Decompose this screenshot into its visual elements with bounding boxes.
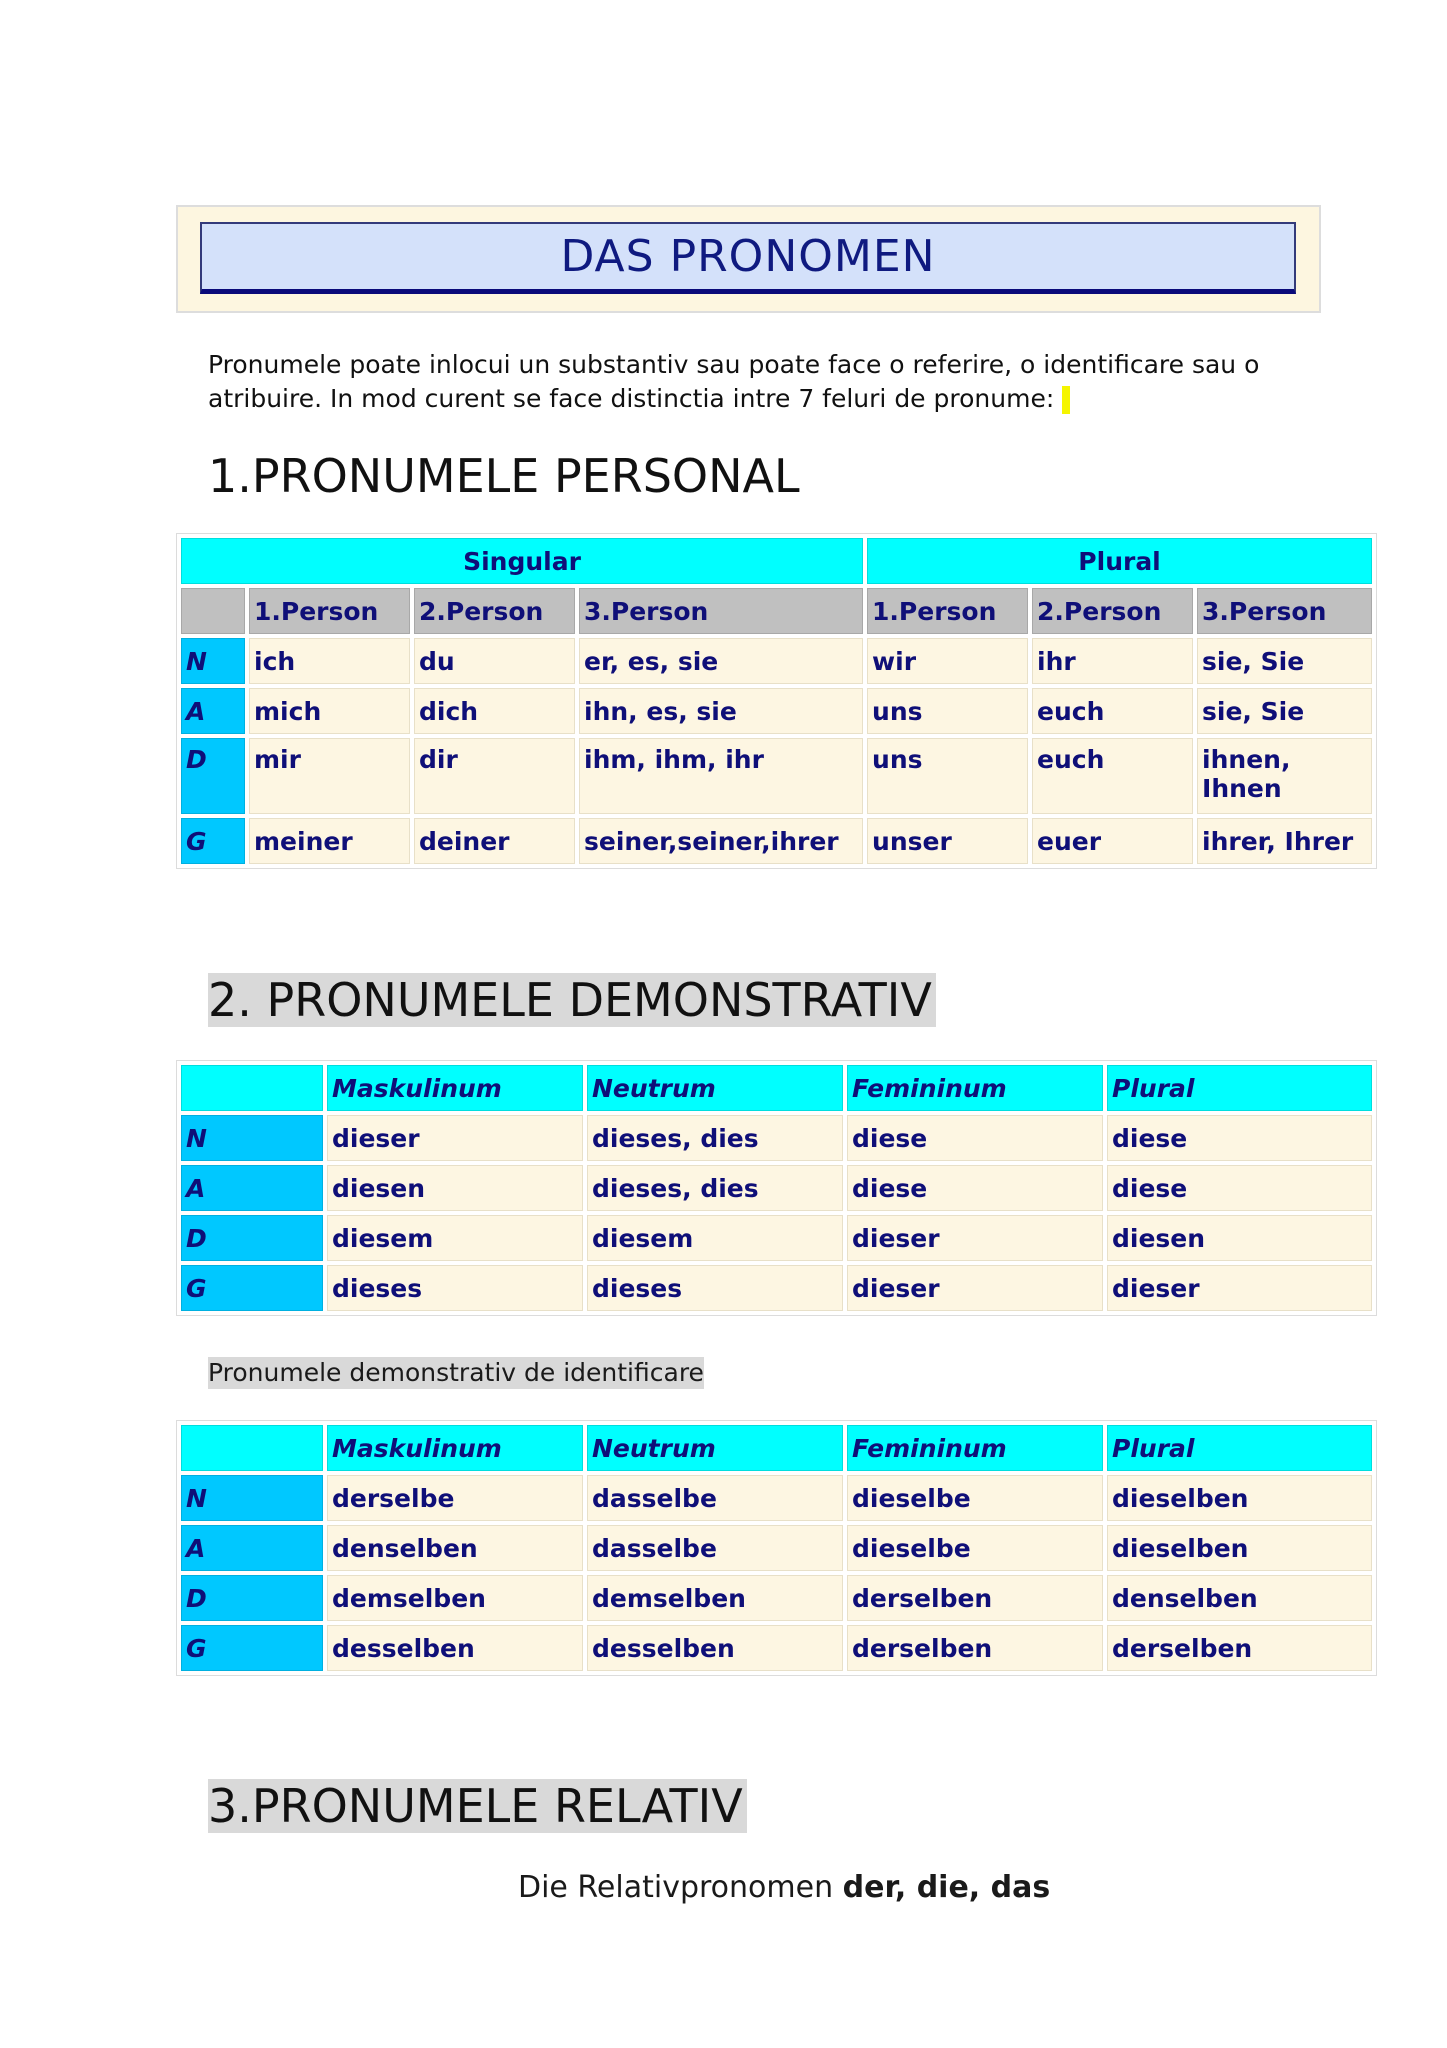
table-cell: dasselbe: [587, 1525, 843, 1571]
person-header: 1.Person: [867, 588, 1028, 634]
table-cell: deiner: [414, 818, 575, 864]
table-cell: sie, Sie: [1197, 638, 1372, 684]
table-cell: unser: [867, 818, 1028, 864]
table-cell: dieser: [847, 1265, 1103, 1311]
table-cell: ihn, es, sie: [579, 688, 863, 734]
table-cell: du: [414, 638, 575, 684]
table-row: [181, 738, 1372, 814]
identificare-pronoun-table: [176, 1420, 1377, 1676]
table-cell: dieses, dies: [587, 1165, 843, 1211]
section-heading-personal: 1.PRONUMELE PERSONAL: [208, 449, 800, 503]
table-cell: denselben: [327, 1525, 583, 1571]
table-cell: dieses: [327, 1265, 583, 1311]
relativ-pronouns: der, die, das: [842, 1870, 1051, 1905]
personal-pronoun-table: [176, 533, 1377, 869]
case-label: G: [181, 1265, 323, 1311]
table-row: [181, 1525, 1372, 1571]
person-header: 2.Person: [414, 588, 575, 634]
demonstrativ-pronoun-table: [176, 1060, 1377, 1316]
case-label: D: [181, 1575, 323, 1621]
table-cell: derselben: [847, 1575, 1103, 1621]
table-cell: mich: [249, 688, 410, 734]
table-cell: dieselben: [1107, 1525, 1372, 1571]
table-cell: dasselbe: [587, 1475, 843, 1521]
group-header-singular: Singular: [181, 538, 863, 584]
relativ-prefix: Die Relativpronomen: [518, 1870, 834, 1905]
identificare-caption: Pronumele demonstrativ de identificare: [208, 1358, 704, 1387]
table-cell: euer: [1032, 818, 1193, 864]
gender-header: Plural: [1107, 1425, 1372, 1471]
table-row: [181, 688, 1372, 734]
table-cell: demselben: [587, 1575, 843, 1621]
corner-cell: [181, 1425, 323, 1471]
table-cell: diese: [1107, 1165, 1372, 1211]
case-label: N: [181, 1115, 323, 1161]
table-cell: ihrer, Ihrer: [1197, 818, 1372, 864]
person-header: 3.Person: [1197, 588, 1372, 634]
table-cell: ihr: [1032, 638, 1193, 684]
table-cell: meiner: [249, 818, 410, 864]
gender-header: Neutrum: [587, 1065, 843, 1111]
table-cell: desselben: [587, 1625, 843, 1671]
page-title: DAS PRONOMEN: [560, 231, 936, 282]
table-row: [181, 1215, 1372, 1261]
table-cell: mir: [249, 738, 410, 814]
table-cell: dieses: [587, 1265, 843, 1311]
table-cell: derselben: [1107, 1625, 1372, 1671]
table-row: [181, 1165, 1372, 1211]
table-cell: uns: [867, 688, 1028, 734]
gender-header-row: [181, 1425, 1372, 1471]
table-cell: derselben: [847, 1625, 1103, 1671]
case-label: N: [181, 638, 245, 684]
table-cell: ich: [249, 638, 410, 684]
corner-cell: [181, 588, 245, 634]
table-row: [181, 1265, 1372, 1311]
table-cell: dieselbe: [847, 1475, 1103, 1521]
table-cell: dieser: [1107, 1265, 1372, 1311]
table-cell: diese: [1107, 1115, 1372, 1161]
table-cell: dieser: [847, 1215, 1103, 1261]
title-box: [200, 222, 1296, 294]
highlight-marker: [1062, 386, 1070, 414]
gender-header: Femininum: [847, 1065, 1103, 1111]
table-cell: dieselben: [1107, 1475, 1372, 1521]
table-cell: dieser: [327, 1115, 583, 1161]
person-header: 1.Person: [249, 588, 410, 634]
group-header-plural: Plural: [867, 538, 1372, 584]
gender-header: Neutrum: [587, 1425, 843, 1471]
case-label: G: [181, 818, 245, 864]
table-cell: sie, Sie: [1197, 688, 1372, 734]
table-row: [181, 1625, 1372, 1671]
table-cell: euch: [1032, 738, 1193, 814]
gender-header: Maskulinum: [327, 1425, 583, 1471]
table-cell: denselben: [1107, 1575, 1372, 1621]
corner-cell: [181, 1065, 323, 1111]
table-cell: euch: [1032, 688, 1193, 734]
section-heading-relativ: 3.PRONUMELE RELATIV: [208, 1779, 747, 1833]
table-cell: dir: [414, 738, 575, 814]
table-cell: dieses, dies: [587, 1115, 843, 1161]
intro-text: Pronumele poate inlocui un substantiv sau poate face o referire, o identificare sau o atribuire. In mod curent se face distinctia intre 7 feluri de pronume:: [208, 350, 1260, 413]
person-header-row: [181, 588, 1372, 634]
case-label: A: [181, 1525, 323, 1571]
case-label: A: [181, 688, 245, 734]
table-cell: diesem: [587, 1215, 843, 1261]
intro-paragraph: [208, 348, 1268, 416]
gender-header-row: [181, 1065, 1372, 1111]
table-cell: seiner,seiner,ihrer: [579, 818, 863, 864]
table-cell: ihnen, Ihnen: [1197, 738, 1372, 814]
case-label: G: [181, 1625, 323, 1671]
table-row: [181, 1575, 1372, 1621]
table-cell: dich: [414, 688, 575, 734]
person-header: 3.Person: [579, 588, 863, 634]
table-cell: demselben: [327, 1575, 583, 1621]
group-header-row: [181, 538, 1372, 584]
gender-header: Femininum: [847, 1425, 1103, 1471]
table-row: [181, 1475, 1372, 1521]
table-cell: diesen: [1107, 1215, 1372, 1261]
table-cell: ihm, ihm, ihr: [579, 738, 863, 814]
gender-header: Maskulinum: [327, 1065, 583, 1111]
table-cell: er, es, sie: [579, 638, 863, 684]
case-label: N: [181, 1475, 323, 1521]
table-row: [181, 638, 1372, 684]
table-cell: dieselbe: [847, 1525, 1103, 1571]
case-label: D: [181, 738, 245, 814]
table-row: [181, 818, 1372, 864]
case-label: A: [181, 1165, 323, 1211]
table-cell: desselben: [327, 1625, 583, 1671]
case-label: D: [181, 1215, 323, 1261]
table-cell: diesem: [327, 1215, 583, 1261]
table-cell: wir: [867, 638, 1028, 684]
relativ-line: [518, 1868, 1050, 1908]
table-cell: derselbe: [327, 1475, 583, 1521]
table-cell: diesen: [327, 1165, 583, 1211]
section-heading-demonstrativ: 2. PRONUMELE DEMONSTRATIV: [208, 973, 936, 1027]
table-cell: diese: [847, 1165, 1103, 1211]
table-cell: diese: [847, 1115, 1103, 1161]
person-header: 2.Person: [1032, 588, 1193, 634]
table-cell: uns: [867, 738, 1028, 814]
table-row: [181, 1115, 1372, 1161]
gender-header: Plural: [1107, 1065, 1372, 1111]
